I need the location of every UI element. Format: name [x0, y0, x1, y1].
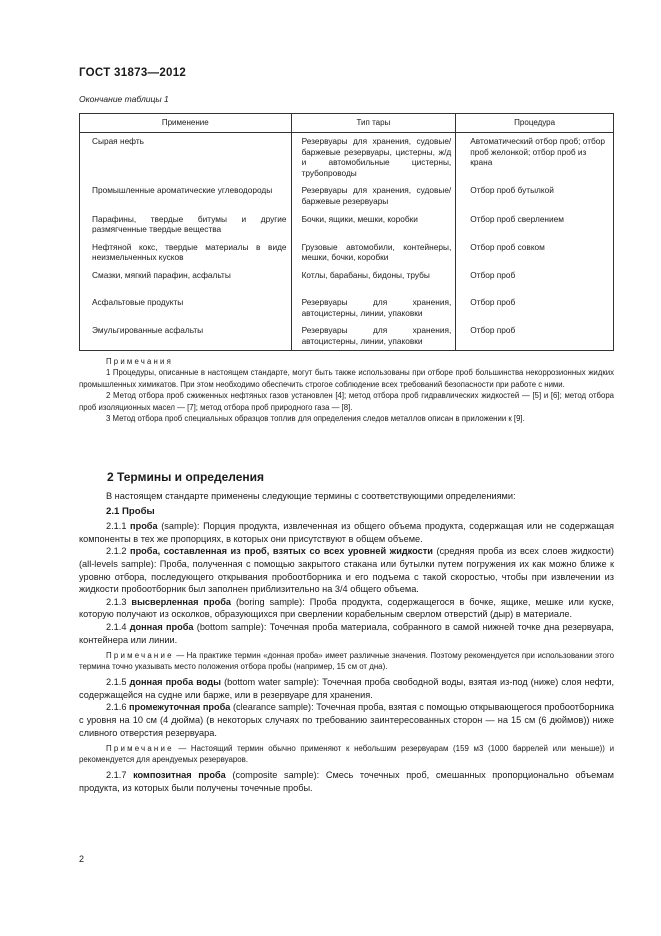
- table-row: [80, 294, 614, 322]
- table-row: [80, 239, 614, 267]
- cell: Промышленные ароматические углеводороды: [80, 182, 292, 210]
- cell: Нефтяной кокс, твердые материалы в виде неизмельченных кусков: [80, 239, 292, 267]
- note-item: 1 Процедуры, описанные в настоящем стандарте, могут быть также использованы при отборе проб большинства некоррозионных жидких промышленных химикатов. При этом необходимо обеспечить строгое соблюдение всех требований безопасности при работе с ними.: [79, 368, 614, 389]
- cell: Котлы, барабаны, бидоны, трубы: [291, 267, 456, 294]
- cell: Отбор проб: [456, 322, 614, 351]
- table-caption: Окончание таблицы 1: [79, 94, 169, 104]
- cell: Отбор проб: [456, 267, 614, 294]
- cell: Смазки, мягкий парафин, асфальты: [80, 267, 292, 294]
- col-header: Процедура: [456, 114, 614, 133]
- cell: Отбор проб: [456, 294, 614, 322]
- term-note: Примечание — На практике термин «донная проба» имеет различные значения. Поэтому рекомендуется при использовании этого термина точно указывать место положения отбора пробы (например, 15 см от дна).: [79, 651, 614, 672]
- cell: Резервуары для хранения, судовые/баржевые резервуары, цистерны, ж/д и автомобильные цистерны, трубопроводы: [291, 133, 456, 183]
- subsection-title: 2.1 Пробы: [106, 505, 155, 517]
- term-entry: 2.1.6 промежуточная проба (clearance sample): Точечная проба, взятая с помощью открывающегося пробоотборника с уровня на 10 см (4 дюйма) (в некоторых случаях по требованию заинтересованных сторон — на 15 см (6 дюймов)) ниже сливного отверстия резервуара.: [79, 702, 614, 738]
- cell: Сырая нефть: [80, 133, 292, 183]
- col-header: Применение: [80, 114, 292, 133]
- cell: Резервуары для хранения, автоцистерны, линии, упаковки: [291, 322, 456, 351]
- table-row: [80, 133, 614, 183]
- term-entry: 2.1.4 донная проба (bottom sample): Точечная проба материала, собранного в самой нижней точке дна резервуара, контейнера или линии.: [79, 621, 614, 645]
- note-item: 3 Метод отбора проб специальных образцов топлив для определения следов металлов описан в приложении к [9].: [106, 414, 525, 424]
- section-body: [79, 490, 614, 794]
- table-1: [79, 113, 614, 351]
- cell: Отбор проб бутылкой: [456, 182, 614, 210]
- section-title: 2 Термины и определения: [107, 470, 265, 484]
- table-notes: [79, 356, 614, 424]
- table-row: [80, 322, 614, 351]
- table-row: [80, 267, 614, 294]
- term-entry: 2.1.1 проба (sample): Порция продукта, извлеченная из общего объема продукта, содержащая или не содержащая компоненты в тех же пропорциях, в которых они присутствуют в общем объеме.: [79, 521, 614, 544]
- term-entry: 2.1.3 высверленная проба (boring sample): Проба продукта, содержащегося в бочке, ящике, мешке или куске, которую получают из осколков, образующихся при сверлении корабельным сверлом отверстий (дыр) в материале.: [79, 596, 614, 620]
- cell: Автоматический отбор проб; отбор проб желонкой; отбор проб из крана: [456, 133, 614, 183]
- term-entry: 2.1.7 композитная проба (composite sample): Смесь точечных проб, смешанных пропорционально объемам продукта, из которых были получены точечные пробы.: [79, 770, 614, 793]
- cell: Отбор проб совком: [456, 239, 614, 267]
- section-intro: В настоящем стандарте применены следующие термины с соответствующими определениями:: [106, 491, 516, 501]
- cell: Резервуары для хранения, автоцистерны, линии, упаковки: [291, 294, 456, 322]
- page-number: 2: [79, 854, 85, 864]
- cell: Асфальтовые продукты: [80, 294, 292, 322]
- cell: Отбор проб сверлением: [456, 211, 614, 239]
- cell: Грузовые автомобили, контейнеры, мешки, бочки, коробки: [291, 239, 456, 267]
- cell: Резервуары для хранения, судовые/баржевые резервуары: [291, 182, 456, 210]
- term-entry: 2.1.2 проба, составленная из проб, взятых со всех уровней жидкости (средняя проба из всех слоев жидкости) (all-levels sample): Проба, полученная с помощью закрытого стакана или бутылки путем погружения их как можно ближе к уровню отбора, последующего открывания пробоотборника и его подъема с такой скоростью, чтобы при извлечении из жидкости пробоотборник был заполнен приблизительно на 3/4 общего объема.: [79, 546, 614, 595]
- notes-heading: Примечания: [106, 357, 174, 366]
- term-entry: 2.1.5 донная проба воды (bottom water sample): Точечная проба свободной воды, взятая из-под (ниже) слоя нефти, содержащейся на судне или барже, или в резервуаре для хранения.: [79, 677, 615, 700]
- cell: Эмульгированные асфальты: [80, 322, 292, 351]
- term-note: Примечание — Настоящий термин обычно применяют к небольшим резервуарам (159 м3 (1000 баррелей или меньше)) и рекомендуется для арендуемых резервуаров.: [79, 744, 614, 765]
- standard-header: ГОСТ 31873—2012: [79, 67, 187, 79]
- cell: Парафины, твердые битумы и другие размягченные твердые вещества: [80, 211, 292, 239]
- cell: Бочки, ящики, мешки, коробки: [291, 211, 456, 239]
- note-item: 2 Метод отбора проб сжиженных нефтяных газов установлен [4]; метод отбора проб гидравлических жидкостей — [5] и [6]; метод отбора проб изоляционных масел — [7]; метод отбора проб природного газа — [8].: [79, 391, 614, 412]
- table-row: [80, 182, 614, 210]
- col-header: Тип тары: [291, 114, 456, 133]
- table-row: [80, 211, 614, 239]
